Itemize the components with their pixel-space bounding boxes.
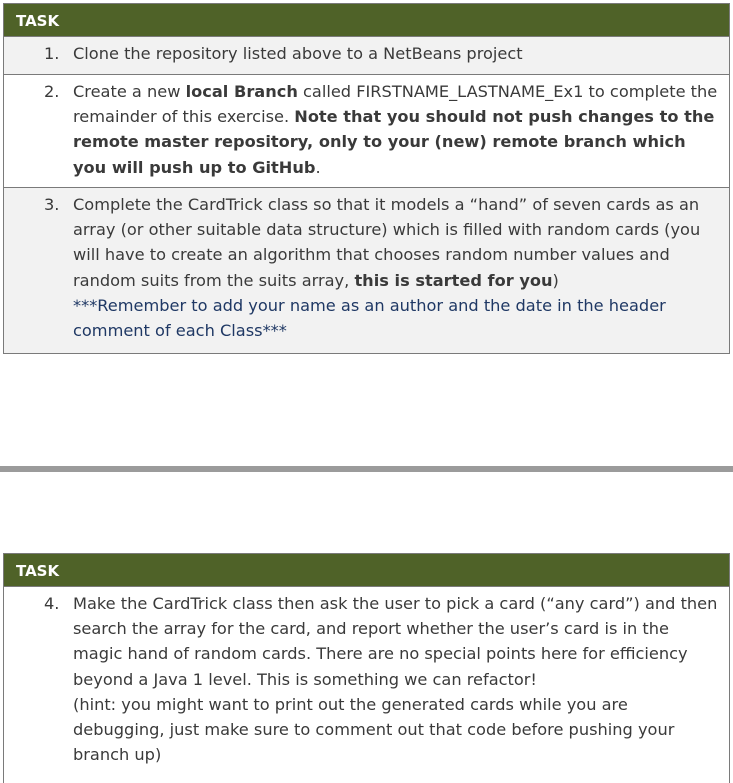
task-header: TASK xyxy=(4,4,729,37)
task-text: Complete the CardTrick class so that it models a “hand” of seven cards as an array (or other suitable data structure) which is filled with random cards (you will have to create an algorithm that chooses random number values and random suits from the suits array, xyxy=(73,195,701,290)
task-row-1 xyxy=(4,37,729,75)
task-text: Clone the repository listed above to a NetBeans project xyxy=(73,44,523,63)
task-text: Make the CardTrick class then ask the user to pick a card (“any card”) and then search the array for the card, and report whether the user’s card is in the magic hand of random cards. There are no special points here for efficiency beyond a Java 1 level. This is something we can refactor! xyxy=(73,594,718,689)
task-text: . xyxy=(315,157,321,177)
task-row-4 xyxy=(4,587,729,783)
task-text: called FIRSTNAME_LASTNAME_Ex1 to complete the remainder of this exercise. xyxy=(73,82,718,127)
task-text: ) xyxy=(552,270,559,290)
task-bold-text: Note that you should not push changes to the remote master repository, only to your (new) remote branch which you will push up to GitHub xyxy=(73,107,715,177)
task-text: Create a new xyxy=(73,82,186,101)
task-table-1 xyxy=(3,3,730,354)
task-bold-text: this is started for you xyxy=(354,270,553,290)
task-number: 4. xyxy=(44,594,60,613)
task-header: TASK xyxy=(4,554,729,587)
task-row-2 xyxy=(4,75,729,188)
task-bold-text: local Branch xyxy=(185,82,298,101)
task-hint: (hint: you might want to print out the generated cards while you are debugging, just make sure to comment out that code before pushing your branch up) xyxy=(73,694,675,765)
section-divider xyxy=(0,466,733,472)
task-note: ***Remember to add your name as an author and the date in the header comment of each Class*** xyxy=(73,295,666,341)
task-number: 3. xyxy=(44,195,60,214)
task-row-3 xyxy=(4,188,729,353)
task-number: 2. xyxy=(44,82,60,101)
task-table-2 xyxy=(3,553,730,783)
task-number: 1. xyxy=(44,44,60,63)
